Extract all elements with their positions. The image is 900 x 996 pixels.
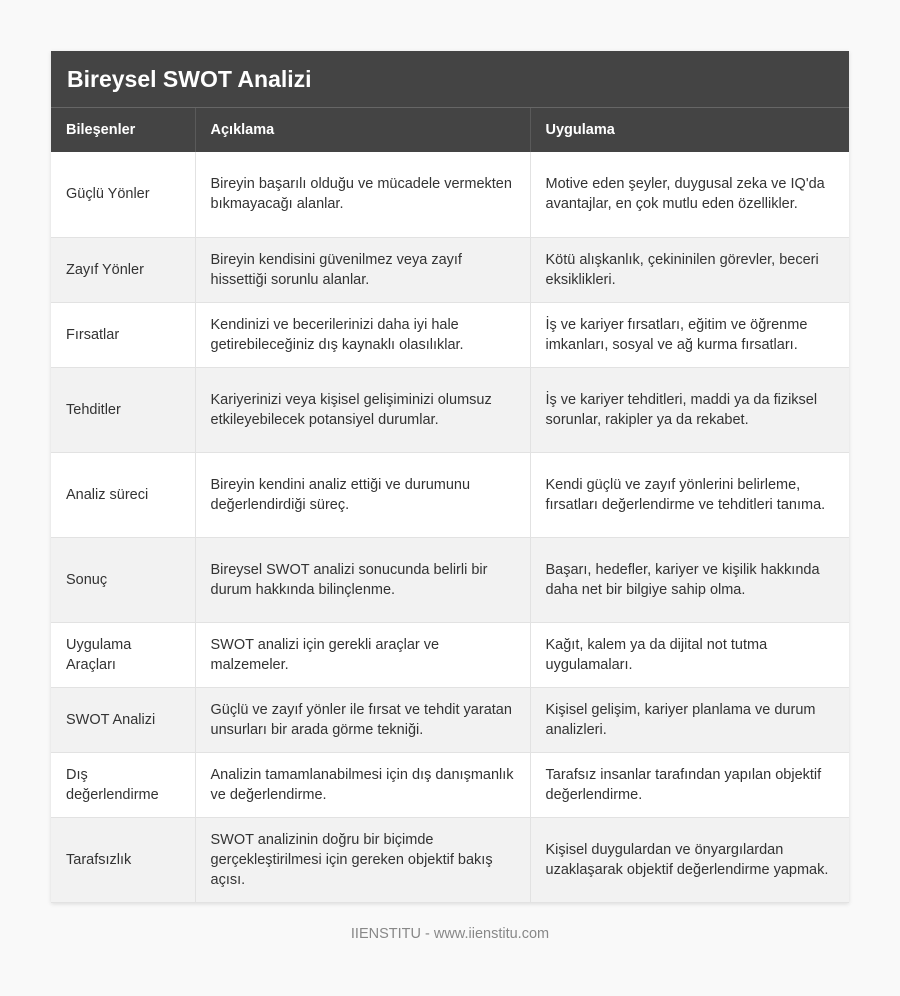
- cell-component: Güçlü Yönler: [51, 152, 195, 237]
- cell-component: Sonuç: [51, 537, 195, 622]
- cell-component: Fırsatlar: [51, 302, 195, 367]
- table-row: [51, 622, 849, 687]
- table-row: [51, 237, 849, 302]
- cell-component: Dış değerlendirme: [51, 752, 195, 817]
- cell-application: Kötü alışkanlık, çekininilen görevler, beceri eksiklikleri.: [530, 237, 849, 302]
- table-row: [51, 452, 849, 537]
- cell-application: Motive eden şeyler, duygusal zeka ve IQ'da avantajlar, en çok mutlu eden özellikler.: [530, 152, 849, 237]
- swot-table: [51, 108, 849, 903]
- cell-description: SWOT analizinin doğru bir biçimde gerçekleştirilmesi için gereken objektif bakış açısı.: [195, 817, 530, 902]
- cell-description: Kendinizi ve becerilerinizi daha iyi hale getirebileceğiniz dış kaynaklı olasılıklar.: [195, 302, 530, 367]
- cell-component: Tarafsızlık: [51, 817, 195, 902]
- cell-description: Bireysel SWOT analizi sonucunda belirli bir durum hakkında bilinçlenme.: [195, 537, 530, 622]
- cell-description: Analizin tamamlanabilmesi için dış danışmanlık ve değerlendirme.: [195, 752, 530, 817]
- swot-table-card: [51, 51, 849, 903]
- column-header-components: Bileşenler: [51, 108, 195, 152]
- cell-description: Bireyin başarılı olduğu ve mücadele vermekten bıkmayacağı alanlar.: [195, 152, 530, 237]
- table-title: Bireysel SWOT Analizi: [51, 51, 849, 108]
- cell-application: Kişisel duygulardan ve önyargılardan uzaklaşarak objektif değerlendirme yapmak.: [530, 817, 849, 902]
- cell-application: İş ve kariyer tehditleri, maddi ya da fiziksel sorunlar, rakipler ya da rekabet.: [530, 367, 849, 452]
- table-header-row: [51, 108, 849, 152]
- cell-description: Kariyerinizi veya kişisel gelişiminizi olumsuz etkileyebilecek potansiyel durumlar.: [195, 367, 530, 452]
- column-header-application: Uygulama: [530, 108, 849, 152]
- column-header-description: Açıklama: [195, 108, 530, 152]
- table-row: [51, 152, 849, 237]
- table-row: [51, 687, 849, 752]
- cell-application: Kağıt, kalem ya da dijital not tutma uygulamaları.: [530, 622, 849, 687]
- cell-component: SWOT Analizi: [51, 687, 195, 752]
- cell-description: Bireyin kendisini güvenilmez veya zayıf hissettiği sorunlu alanlar.: [195, 237, 530, 302]
- table-row: [51, 537, 849, 622]
- cell-description: SWOT analizi için gerekli araçlar ve malzemeler.: [195, 622, 530, 687]
- cell-description: Bireyin kendini analiz ettiği ve durumunu değerlendirdiği süreç.: [195, 452, 530, 537]
- cell-description: Güçlü ve zayıf yönler ile fırsat ve tehdit yaratan unsurları bir arada görme tekniği.: [195, 687, 530, 752]
- table-row: [51, 367, 849, 452]
- cell-application: Tarafsız insanlar tarafından yapılan objektif değerlendirme.: [530, 752, 849, 817]
- cell-component: Analiz süreci: [51, 452, 195, 537]
- table-row: [51, 817, 849, 902]
- cell-application: Başarı, hedefler, kariyer ve kişilik hakkında daha net bir bilgiye sahip olma.: [530, 537, 849, 622]
- cell-application: Kişisel gelişim, kariyer planlama ve durum analizleri.: [530, 687, 849, 752]
- table-row: [51, 302, 849, 367]
- footer-credit: IIENSTITU - www.iienstitu.com: [350, 926, 550, 942]
- cell-component: Zayıf Yönler: [51, 237, 195, 302]
- cell-component: Tehditler: [51, 367, 195, 452]
- cell-application: Kendi güçlü ve zayıf yönlerini belirleme, fırsatları değerlendirme ve tehditleri tanıma.: [530, 452, 849, 537]
- cell-component: Uygulama Araçları: [51, 622, 195, 687]
- table-row: [51, 752, 849, 817]
- cell-application: İş ve kariyer fırsatları, eğitim ve öğrenme imkanları, sosyal ve ağ kurma fırsatları.: [530, 302, 849, 367]
